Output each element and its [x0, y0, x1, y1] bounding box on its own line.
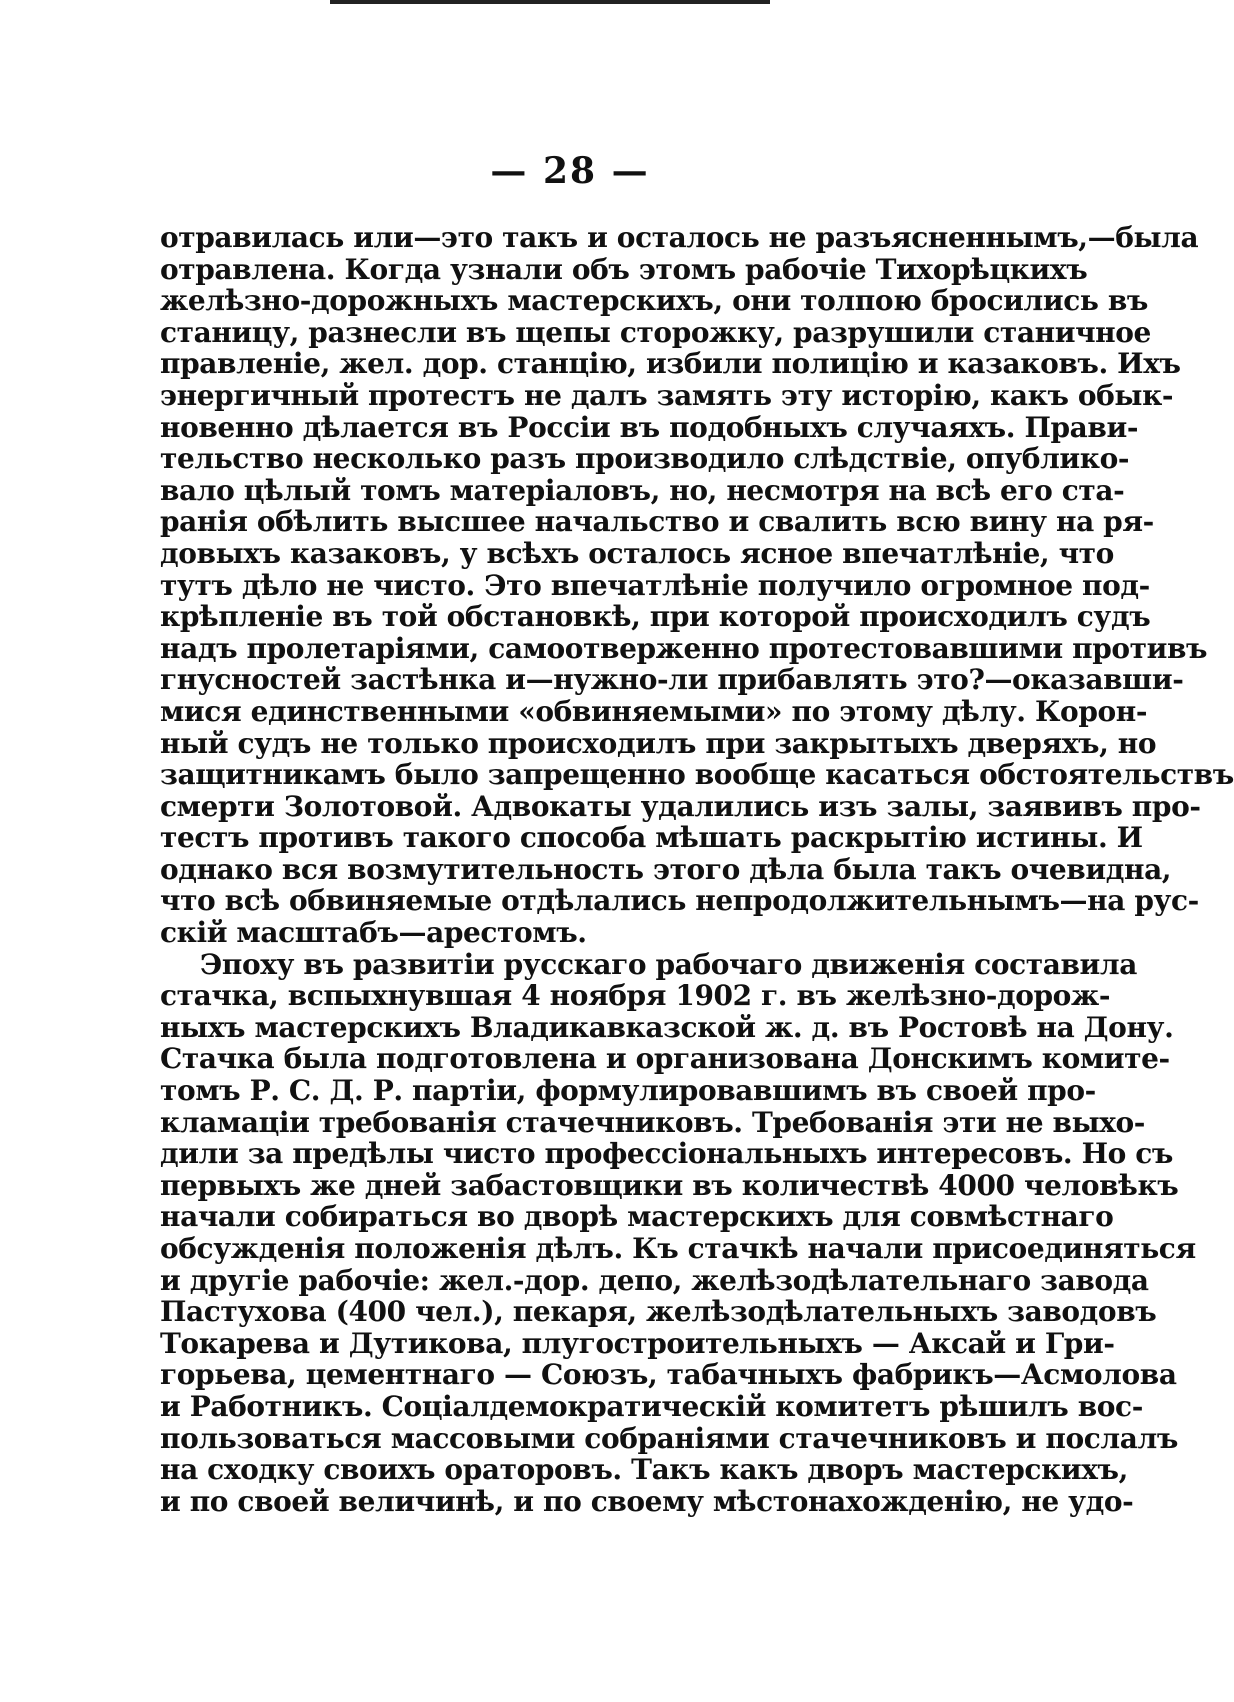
text-line: стачка, вспыхнувшая 4 ноября 1902 г. въ желѣзно-дорож- — [160, 979, 1111, 1013]
text-line: крѣпленіе въ той обстановкѣ, при которой происходилъ судъ — [160, 600, 1151, 634]
text-line: пользоваться массовыми собраніями стачечниковъ и послалъ — [160, 1421, 1178, 1455]
text-line: отравилась или—это такъ и осталось не разъясненнымъ,—была — [160, 221, 1199, 254]
text-line: защитникамъ было запрещенно вообще касаться обстоятельствъ — [160, 758, 1234, 792]
text-line: Стачка была подготовлена и организована Донскимъ комите- — [160, 1042, 1170, 1076]
text-line: тельство несколько разъ производило слѣдствіе, опублико- — [160, 442, 1130, 476]
text-line: ный судъ не только происходилъ при закрытыхъ дверяхъ, но — [160, 726, 1157, 760]
text-line: томъ Р. С. Д. Р. партіи, формулировавшимъ въ своей про- — [160, 1074, 1096, 1108]
text-line: обсужденія положенія дѣлъ. Къ стачкѣ начали присоединяться — [160, 1232, 1196, 1265]
text-line: Токарева и Дутикова, плугостроительныхъ — Аксай и Гри- — [160, 1326, 1115, 1360]
text-line: дили за предѣлы чисто профессіональныхъ интересовъ. Но съ — [160, 1137, 1173, 1171]
text-line: и Работникъ. Соціалдемократическій комитетъ рѣшилъ вос- — [160, 1389, 1143, 1423]
text-line: отравлена. Когда узнали объ этомъ рабочіе Тихорѣцкихъ — [160, 252, 1088, 286]
text-line: вало цѣлый томъ матеріаловъ, но, несмотря на всѣ его ста- — [160, 473, 1125, 507]
text-line: и другіе рабочіе: жел.-дор. депо, желѣзодѣлательнаго завода — [160, 1263, 1149, 1297]
text-line: горьева, цементнаго — Союзъ, табачныхъ фабрикъ—Асмолова — [160, 1358, 1177, 1392]
text-line: скій масштабъ—арестомъ. — [160, 916, 587, 950]
page-number: — 28 — — [490, 150, 650, 192]
body-text — [160, 221, 1234, 1518]
text-line: энергичный протестъ не далъ замять эту исторію, какъ обык- — [160, 378, 1174, 412]
text-line: ныхъ мастерскихъ Владикавказской ж. д. въ Ростовѣ на Дону. — [160, 1010, 1174, 1044]
text-line: смерти Золотовой. Адвокаты удалились изъ залы, заявивъ про- — [160, 789, 1201, 823]
text-line: правленіе, жел. дор. станцію, избили полицію и казаковъ. Ихъ — [160, 347, 1181, 381]
text-line: мися единственными «обвиняемыми» по этому дѣлу. Корон- — [160, 694, 1148, 728]
text-line: начали собираться во дворѣ мастерскихъ для совмѣстнаго — [160, 1200, 1114, 1234]
text-line: станицу, разнесли въ щепы сторожку, разрушили станичное — [160, 315, 1151, 349]
text-line: и по своей величинѣ, и по своему мѣстонахожденію, не удо- — [160, 1484, 1134, 1518]
text-line: гнусностей застѣнка и—нужно-ли прибавлять это?—оказавши- — [160, 663, 1184, 697]
top-rule — [330, 0, 770, 4]
text-line: на сходку своихъ ораторовъ. Такъ какъ дворъ мастерскихъ, — [160, 1453, 1128, 1487]
text-line: тестъ противъ такого способа мѣшать раскрытію истины. И — [160, 821, 1143, 855]
text-line: довыхъ казаковъ, у всѣхъ осталось ясное впечатлѣніе, что — [160, 536, 1114, 570]
paragraph-1 — [160, 221, 1234, 950]
text-line: Эпоху въ развитіи русскаго рабочаго движенія составила — [200, 947, 1137, 981]
text-line: желѣзно-дорожныхъ мастерскихъ, они толпою бросились въ — [160, 284, 1148, 318]
text-line: кламаціи требованія стачечниковъ. Требованія эти не выхо- — [160, 1105, 1146, 1139]
paragraph-2 — [160, 947, 1196, 1518]
text-line: однако вся возмутительность этого дѣла была такъ очевидна, — [160, 852, 1172, 886]
text-line: ранія обѣлить высшее начальство и свалить всю вину на ря- — [160, 505, 1154, 539]
text-line: Пастухова (400 чел.), пекаря, желѣзодѣлательныхъ заводовъ — [160, 1295, 1157, 1329]
text-line: первыхъ же дней забастовщики въ количествѣ 4000 человѣкъ — [160, 1168, 1179, 1202]
text-line: тутъ дѣло не чисто. Это впечатлѣніе получило огромное под- — [160, 568, 1150, 602]
text-line: надъ пролетаріями, самоотверженно протестовавшими противъ — [160, 631, 1208, 665]
text-line: что всѣ обвиняемые отдѣлались непродолжительнымъ—на рус- — [160, 884, 1199, 918]
text-line: новенно дѣлается въ Россіи въ подобныхъ случаяхъ. Прави- — [160, 410, 1139, 444]
